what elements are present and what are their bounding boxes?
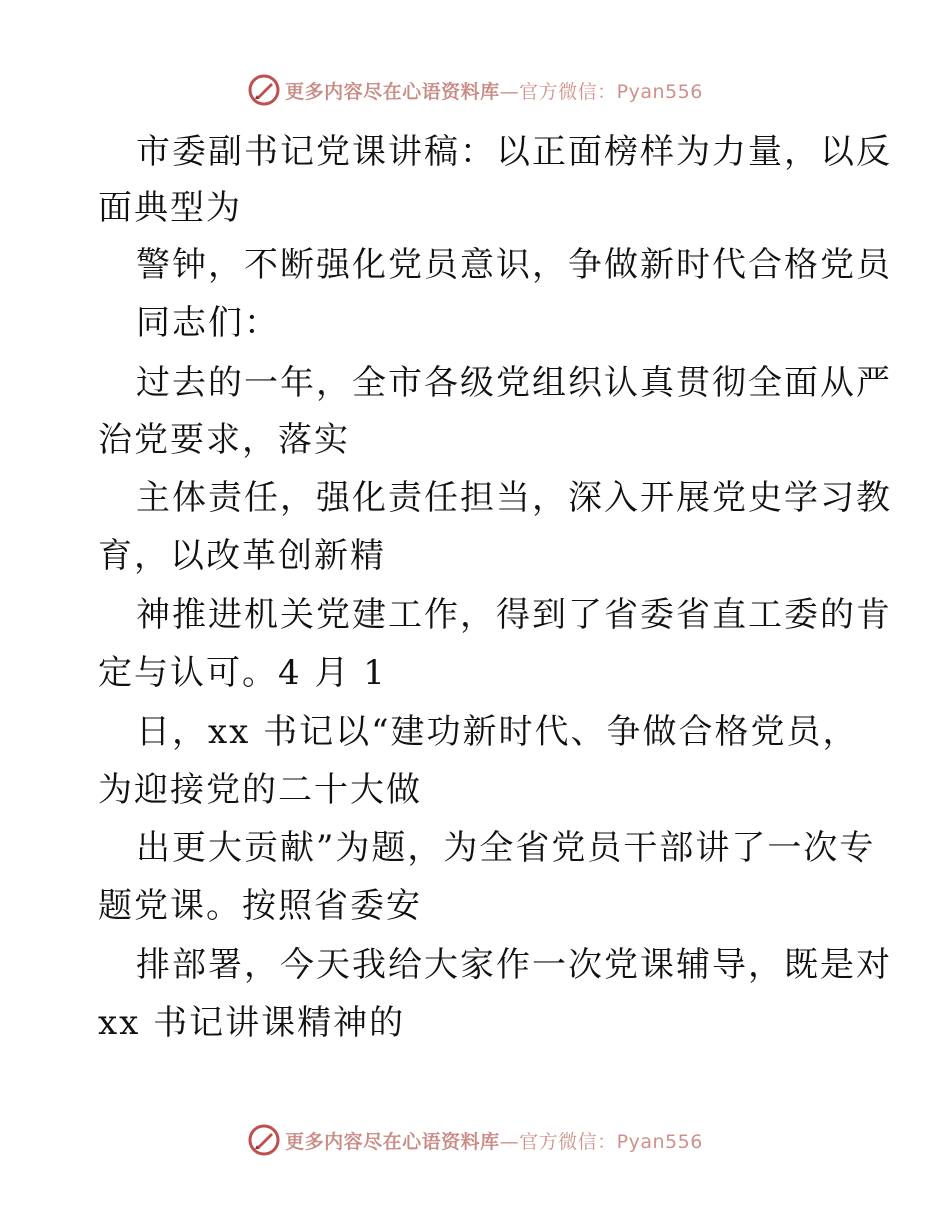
paragraph-line: 日，xx 书记以“建功新时代、争做合格党员， [136, 712, 859, 752]
quill-logo-icon [247, 73, 281, 107]
watermark-brand: 更多内容尽在心语资料库 [285, 80, 500, 103]
watermark-dash: — [499, 80, 520, 103]
watermark-brand: 更多内容尽在心语资料库 [285, 1130, 500, 1153]
quill-logo-icon [247, 1123, 281, 1157]
watermark-dash: — [499, 1130, 520, 1153]
watermark-wechat: 官方微信：Pyan556 [519, 1130, 703, 1153]
paragraph-line: 治党要求，落实 [98, 420, 350, 460]
paragraph-line: xx 书记讲课精神的 [98, 1003, 406, 1043]
paragraph-line: 主体责任，强化责任担当，深入开展党史学习教 [136, 478, 892, 518]
paragraph-line: 为迎接党的二十大做 [98, 770, 422, 810]
title-line-2: 面典型为 [98, 188, 242, 228]
paragraph-line: 育，以改革创新精 [98, 536, 386, 576]
paragraph-line: 排部署，今天我给大家作一次党课辅导，既是对 [136, 945, 892, 985]
salutation: 同志们： [136, 303, 280, 343]
watermark-text [285, 1127, 703, 1154]
paragraph-line: 过去的一年，全市各级党组织认真贯彻全面从严 [136, 363, 892, 403]
title-line-1: 市委副书记党课讲稿：以正面榜样为力量，以反 [136, 132, 892, 172]
footer-watermark [0, 1120, 950, 1160]
paragraph-line: 出更大贡献”为题，为全省党员干部讲了一次专 [136, 828, 876, 868]
paragraph-line: 神推进机关党建工作，得到了省委省直工委的肯 [136, 595, 892, 635]
watermark-text [285, 77, 703, 104]
header-watermark [0, 70, 950, 110]
watermark-wechat: 官方微信：Pyan556 [519, 80, 703, 103]
paragraph-line: 题党课。按照省委安 [98, 886, 422, 926]
title-line-3: 警钟，不断强化党员意识，争做新时代合格党员 [136, 245, 892, 285]
paragraph-line: 定与认可。4 月 1 [98, 653, 387, 693]
